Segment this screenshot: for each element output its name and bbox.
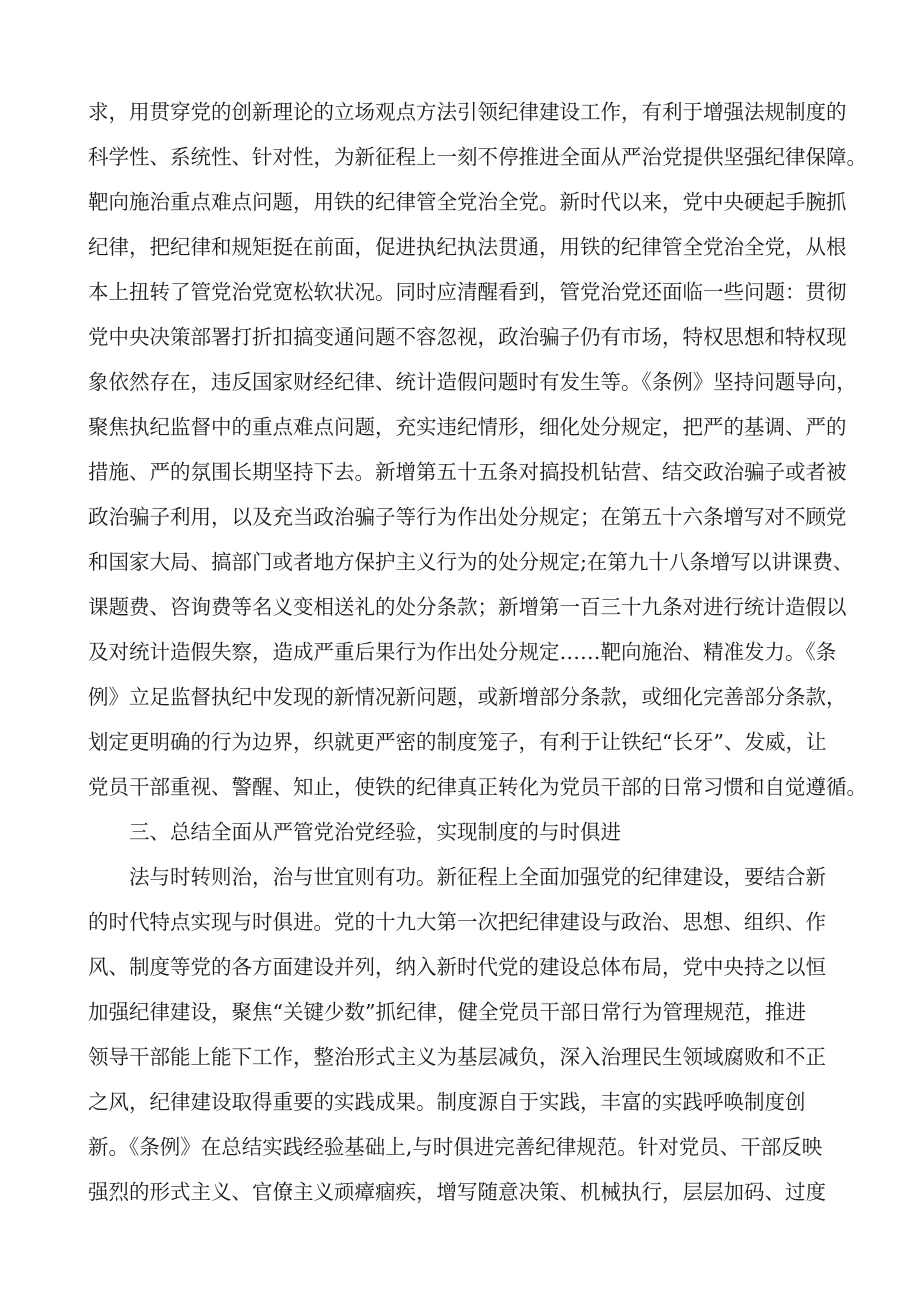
text-line: 课题费、咨询费等名义变相送礼的处分条款；新增第一百三十九条对进行统计造假以: [88, 595, 847, 619]
text-line: 新。《条例》在总结实践经验基础上,与时俱进完善纪律规范。针对党员、干部反映: [88, 1135, 823, 1159]
text-line: 例》立足监督执纪中发现的新情况新问题，或新增部分条款，或细化完善部分条款，: [88, 685, 847, 709]
text-line: 党中央决策部署打折扣搞变通问题不容忽视，政治骗子仍有市场，特权思想和特权现: [88, 325, 847, 349]
text-line: 求，用贯穿党的创新理论的立场观点方法引领纪律建设工作，有利于增强法规制度的: [88, 100, 847, 124]
paragraph-first-line: 法与时转则治，治与世宜则有功。新征程上全面加强党的纪律建设，要结合新: [129, 865, 826, 889]
text-line: 强烈的形式主义、官僚主义顽瘴痼疾，增写随意决策、机械执行，层层加码、过度: [88, 1180, 826, 1204]
text-line: 科学性、系统性、针对性，为新征程上一刻不停推进全面从严治党提供坚强纪律保障。: [88, 145, 867, 169]
text-line: 聚焦执纪监督中的重点难点问题，充实违纪情形，细化处分规定，把严的基调、严的: [88, 415, 847, 439]
text-line: 靶向施治重点难点问题，用铁的纪律管全党治全党。新时代以来，党中央硬起手腕抓: [88, 190, 847, 214]
text-line: 纪律，把纪律和规矩挺在前面，促进执纪执法贯通，用铁的纪律管全党治全党，从根: [88, 235, 847, 259]
text-line: 加强纪律建设，聚焦“关键少数”抓纪律，健全党员干部日常行为管理规范，推进: [88, 1000, 806, 1024]
text-line: 本上扭转了管党治党宽松软状况。同时应清醒看到，管党治党还面临一些问题：贯彻: [88, 280, 847, 304]
text-line: 及对统计造假失察，造成严重后果行为作出处分规定……靶向施治、精准发力。《条: [88, 640, 837, 664]
document-body: [88, 90, 867, 1215]
text-line: 风、制度等党的各方面建设并列，纳入新时代党的建设总体布局，党中央持之以恒: [88, 955, 826, 979]
text-line: 划定更明确的行为边界，织就更严密的制度笼子，有利于让铁纪“长牙”、发威，让: [88, 730, 827, 754]
text-line: 和国家大局、搞部门或者地方保护主义行为的处分规定;在第九十八条增写以讲课费、: [88, 550, 854, 574]
section-heading: 三、总结全面从严管党治党经验，实现制度的与时俱进: [129, 820, 621, 844]
text-line: 党员干部重视、警醒、知止，使铁的纪律真正转化为党员干部的日常习惯和自觉遵循。: [88, 775, 867, 799]
text-line: 的时代特点实现与时俱进。党的十九大第一次把纪律建设与政治、思想、组织、作: [88, 910, 826, 934]
text-line: 政治骗子利用，以及充当政治骗子等行为作出处分规定；在第五十六条增写对不顾党: [88, 505, 847, 529]
text-line: 之风，纪律建设取得重要的实践成果。制度源自于实践，丰富的实践呼唤制度创: [88, 1090, 806, 1114]
text-line: 领导干部能上能下工作，整治形式主义为基层减负，深入治理民生领域腐败和不正: [88, 1045, 826, 1069]
text-line: 措施、严的氛围长期坚持下去。新增第五十五条对搞投机钻营、结交政治骗子或者被: [88, 460, 847, 484]
text-line: 象依然存在，违反国家财经纪律、统计造假问题时有发生等。《条例》坚持问题导向，: [88, 370, 857, 394]
